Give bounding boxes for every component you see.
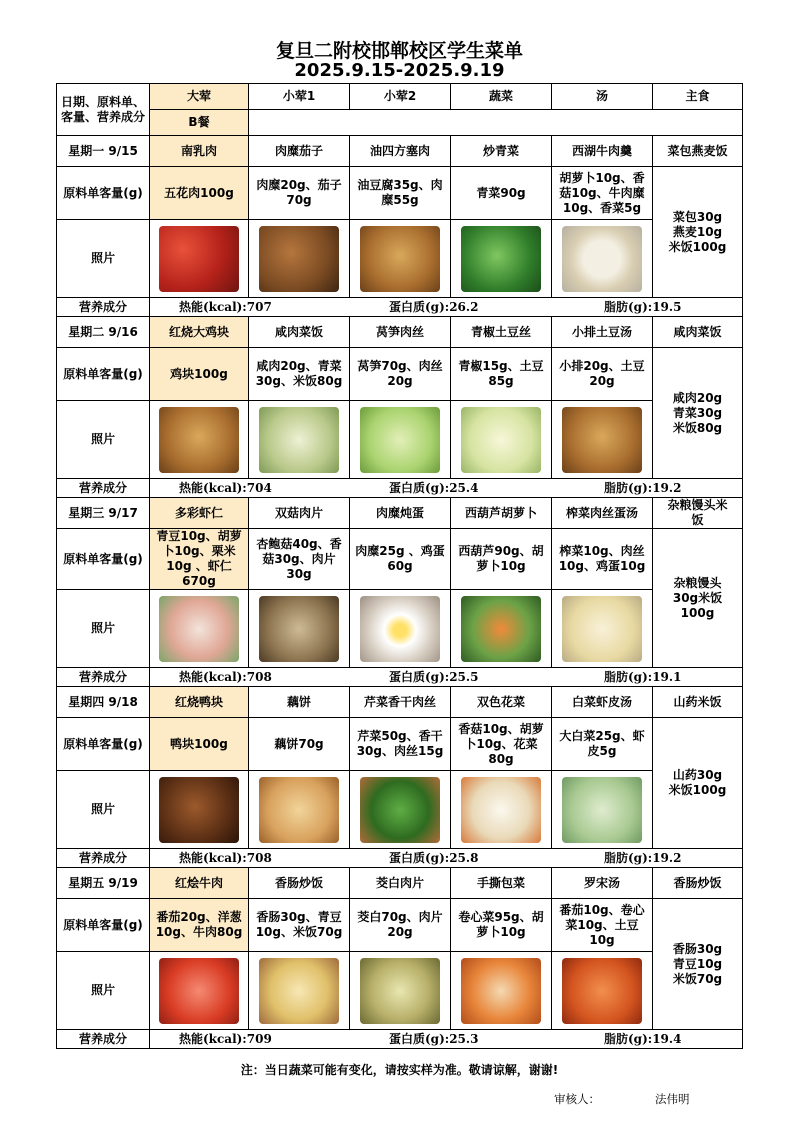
ingredients-vegetable: 卷心菜95g、胡萝卜10g bbox=[451, 899, 552, 952]
ingredients-soup: 胡萝卜10g、香菇10g、牛肉糜10g、香菜5g bbox=[552, 167, 653, 220]
set-label: B餐 bbox=[150, 110, 249, 136]
photo-row-label: 照片 bbox=[57, 952, 150, 1030]
ingredients-side-meat-2: 肉糜25g 、鸡蛋60g bbox=[350, 529, 451, 590]
ingredients-soup: 大白菜25g、虾皮5g bbox=[552, 718, 653, 771]
photo-cell-side-meat-1 bbox=[249, 771, 350, 849]
duck-photo bbox=[159, 777, 239, 843]
nutrition-energy bbox=[179, 300, 272, 315]
nutrition-fat bbox=[604, 670, 681, 685]
photo-cell-side-meat-2 bbox=[350, 952, 451, 1030]
photo-cell-main-meat bbox=[150, 952, 249, 1030]
photo-cell-soup bbox=[552, 401, 653, 479]
nutrition-energy-value: 708 bbox=[246, 851, 272, 865]
ingredients-soup: 小排20g、土豆20g bbox=[552, 348, 653, 401]
ingredients-side-meat-1: 肉糜20g、茄子70g bbox=[249, 167, 350, 220]
col-header-side-meat-2: 小荤2 bbox=[350, 84, 451, 110]
corner-header: 日期、原料单、客量、营养成分 bbox=[57, 84, 150, 136]
day-label: 星期五 9/19 bbox=[57, 868, 150, 899]
nutrition-protein-value: 25.4 bbox=[449, 481, 479, 495]
nutrition-row-label: 营养成分 bbox=[57, 479, 150, 498]
ingredients-vegetable: 香菇10g、胡萝卜10g、花菜80g bbox=[451, 718, 552, 771]
dish-name-main-meat: 多彩虾仁 bbox=[150, 498, 249, 529]
day-ingredient-row bbox=[57, 167, 743, 220]
ingredients-side-meat-2: 油豆腐35g、肉糜55g bbox=[350, 167, 451, 220]
ingredients-vegetable: 西葫芦90g、胡萝卜10g bbox=[451, 529, 552, 590]
col-header-main-meat: 大荤 bbox=[150, 84, 249, 110]
nutrition-fat-label: 脂肪(g): bbox=[604, 851, 653, 865]
nutrition-values bbox=[150, 849, 743, 868]
dish-name-side-meat-1: 双菇肉片 bbox=[249, 498, 350, 529]
photo-cell-soup bbox=[552, 771, 653, 849]
day-ingredient-row bbox=[57, 348, 743, 401]
nutrition-protein-label: 蛋白质(g): bbox=[389, 1032, 450, 1046]
dish-name-main-meat: 红烧大鸡块 bbox=[150, 317, 249, 348]
ingredients-row-label: 原料单客量(g) bbox=[57, 718, 150, 771]
dish-name-main-meat: 南乳肉 bbox=[150, 136, 249, 167]
dish-name-side-meat-2: 肉糜炖蛋 bbox=[350, 498, 451, 529]
set-label-filler bbox=[249, 110, 743, 136]
nutrition-wrap bbox=[152, 1030, 740, 1048]
photo-cell-side-meat-2 bbox=[350, 771, 451, 849]
greens-photo bbox=[461, 226, 541, 292]
col-header-vegetable: 蔬菜 bbox=[451, 84, 552, 110]
dish-name-side-meat-1: 藕饼 bbox=[249, 687, 350, 718]
ingredients-main-meat: 五花肉100g bbox=[150, 167, 249, 220]
nutrition-values bbox=[150, 1030, 743, 1049]
dish-name-side-meat-1: 肉糜茄子 bbox=[249, 136, 350, 167]
nutrition-energy-label: 热能(kcal): bbox=[179, 851, 247, 865]
photo-cell-vegetable bbox=[451, 590, 552, 668]
photo-row-label: 照片 bbox=[57, 220, 150, 298]
photo-cell-side-meat-2 bbox=[350, 401, 451, 479]
col-header-soup: 汤 bbox=[552, 84, 653, 110]
photo-cell-vegetable bbox=[451, 952, 552, 1030]
dish-name-vegetable: 手撕包菜 bbox=[451, 868, 552, 899]
day-ingredient-row bbox=[57, 899, 743, 952]
nutrition-protein-label: 蛋白质(g): bbox=[389, 481, 450, 495]
photo-cell-side-meat-2 bbox=[350, 220, 451, 298]
nutrition-energy-label: 热能(kcal): bbox=[179, 670, 247, 684]
dish-name-vegetable: 双色花菜 bbox=[451, 687, 552, 718]
nutrition-fat-value: 19.5 bbox=[652, 300, 682, 314]
photo-cell-main-meat bbox=[150, 771, 249, 849]
photo-cell-vegetable bbox=[451, 771, 552, 849]
day-dish-row bbox=[57, 868, 743, 899]
day-ingredient-row bbox=[57, 529, 743, 590]
nutrition-energy-label: 热能(kcal): bbox=[179, 1032, 247, 1046]
nutrition-energy bbox=[179, 851, 272, 866]
nutrition-fat-label: 脂肪(g): bbox=[604, 1032, 653, 1046]
col-header-side-meat-1: 小荤1 bbox=[249, 84, 350, 110]
photo-cell-soup bbox=[552, 590, 653, 668]
day-dish-row bbox=[57, 687, 743, 718]
nutrition-protein bbox=[389, 481, 478, 496]
dish-name-vegetable: 青椒土豆丝 bbox=[451, 317, 552, 348]
nutrition-protein bbox=[389, 670, 478, 685]
nutrition-row-label: 营养成分 bbox=[57, 1030, 150, 1049]
ingredients-side-meat-1: 香肠30g、青豆10g、米饭70g bbox=[249, 899, 350, 952]
nutrition-protein-value: 25.3 bbox=[449, 1032, 479, 1046]
zucchini-carrot-photo bbox=[461, 596, 541, 662]
ingredients-main-meat: 鸭块100g bbox=[150, 718, 249, 771]
ingredients-row-label: 原料单客量(g) bbox=[57, 348, 150, 401]
nutrition-row-label: 营养成分 bbox=[57, 668, 150, 687]
ingredients-side-meat-1: 杏鲍菇40g、香菇30g、肉片30g bbox=[249, 529, 350, 590]
nutrition-wrap bbox=[152, 479, 740, 497]
beef-soup-photo bbox=[562, 226, 642, 292]
staple-ingredients: 山药30g米饭100g bbox=[653, 718, 743, 849]
nutrition-fat-value: 19.2 bbox=[652, 481, 682, 495]
photo-cell-main-meat bbox=[150, 220, 249, 298]
photo-cell-main-meat bbox=[150, 590, 249, 668]
dish-name-soup: 西湖牛肉羹 bbox=[552, 136, 653, 167]
photo-cell-side-meat-1 bbox=[249, 952, 350, 1030]
photo-cell-main-meat bbox=[150, 401, 249, 479]
photo-cell-vegetable bbox=[451, 401, 552, 479]
ingredients-vegetable: 青菜90g bbox=[451, 167, 552, 220]
nutrition-protein-label: 蛋白质(g): bbox=[389, 851, 450, 865]
nutrition-fat-value: 19.4 bbox=[652, 1032, 682, 1046]
day-photo-row bbox=[57, 771, 743, 849]
borscht-photo bbox=[562, 958, 642, 1024]
nutrition-energy bbox=[179, 1032, 272, 1047]
celery-tofu-photo bbox=[360, 777, 440, 843]
nutrition-protein-value: 26.2 bbox=[449, 300, 479, 314]
stuffed-tofu-photo bbox=[360, 226, 440, 292]
menu-title: 复旦二附校邯郸校区学生菜单 bbox=[275, 40, 523, 62]
nutrition-fat bbox=[604, 481, 681, 496]
photo-cell-soup bbox=[552, 952, 653, 1030]
day-label: 星期二 9/16 bbox=[57, 317, 150, 348]
potato-shreds-photo bbox=[461, 407, 541, 473]
dish-name-side-meat-2: 莴笋肉丝 bbox=[350, 317, 451, 348]
day-label: 星期四 9/18 bbox=[57, 687, 150, 718]
dish-name-main-meat: 红烧鸭块 bbox=[150, 687, 249, 718]
ingredients-side-meat-2: 茭白70g、肉片20g bbox=[350, 899, 451, 952]
nutrition-protein-value: 25.8 bbox=[449, 851, 479, 865]
day-label: 星期一 9/15 bbox=[57, 136, 150, 167]
fried-rice-photo bbox=[259, 958, 339, 1024]
date-range: 2025.9.15-2025.9.19 bbox=[294, 60, 505, 81]
dish-name-side-meat-1: 香肠炒饭 bbox=[249, 868, 350, 899]
ingredients-side-meat-2: 芹菜50g、香干30g、肉丝15g bbox=[350, 718, 451, 771]
photo-cell-vegetable bbox=[451, 220, 552, 298]
lettuce-pork-photo bbox=[360, 407, 440, 473]
photo-cell-side-meat-2 bbox=[350, 590, 451, 668]
nutrition-protein-label: 蛋白质(g): bbox=[389, 670, 450, 684]
lotus-cake-photo bbox=[259, 777, 339, 843]
ingredients-side-meat-2: 莴笋70g、肉丝20g bbox=[350, 348, 451, 401]
day-nutrition-row bbox=[57, 298, 743, 317]
nutrition-protein bbox=[389, 851, 478, 866]
photo-cell-side-meat-1 bbox=[249, 590, 350, 668]
day-photo-row bbox=[57, 220, 743, 298]
day-dish-row bbox=[57, 136, 743, 167]
nutrition-energy-value: 707 bbox=[246, 300, 272, 314]
nutrition-row-label: 营养成分 bbox=[57, 849, 150, 868]
dish-name-staple: 杂粮馒头米饭 bbox=[653, 498, 743, 529]
ingredients-main-meat: 番茄20g、洋葱10g、牛肉80g bbox=[150, 899, 249, 952]
ingredients-main-meat: 青豆10g、胡萝卜10g、栗米10g 、虾仁670g bbox=[150, 529, 249, 590]
day-nutrition-row bbox=[57, 1030, 743, 1049]
nutrition-energy-value: 709 bbox=[246, 1032, 272, 1046]
dish-name-soup: 榨菜肉丝蛋汤 bbox=[552, 498, 653, 529]
vegetable-rice-photo bbox=[259, 407, 339, 473]
nutrition-energy bbox=[179, 481, 272, 496]
nutrition-protein-value: 25.5 bbox=[449, 670, 479, 684]
ingredients-side-meat-1: 咸肉20g、青菜30g、米饭80g bbox=[249, 348, 350, 401]
day-label: 星期三 9/17 bbox=[57, 498, 150, 529]
ingredients-vegetable: 青椒15g、土豆85g bbox=[451, 348, 552, 401]
cabbage-photo bbox=[461, 958, 541, 1024]
reviewer-label: 审核人： bbox=[554, 1092, 600, 1106]
nutrition-protein-label: 蛋白质(g): bbox=[389, 300, 450, 314]
day-dish-row bbox=[57, 317, 743, 348]
staple-ingredients: 香肠30g青豆10g米饭70g bbox=[653, 899, 743, 1030]
nutrition-values bbox=[150, 298, 743, 317]
dish-name-side-meat-2: 茭白肉片 bbox=[350, 868, 451, 899]
nutrition-fat-value: 19.2 bbox=[652, 851, 682, 865]
nutrition-fat-label: 脂肪(g): bbox=[604, 481, 653, 495]
nutrition-energy bbox=[179, 670, 272, 685]
nutrition-wrap bbox=[152, 849, 740, 867]
ingredients-row-label: 原料单客量(g) bbox=[57, 899, 150, 952]
photo-row-label: 照片 bbox=[57, 771, 150, 849]
photo-row-label: 照片 bbox=[57, 590, 150, 668]
chicken-photo bbox=[159, 407, 239, 473]
nutrition-fat bbox=[604, 851, 681, 866]
staple-ingredients: 咸肉20g青菜30g米饭80g bbox=[653, 348, 743, 479]
dish-name-soup: 白菜虾皮汤 bbox=[552, 687, 653, 718]
day-dish-row bbox=[57, 498, 743, 529]
dish-name-staple: 菜包燕麦饭 bbox=[653, 136, 743, 167]
nutrition-fat-label: 脂肪(g): bbox=[604, 670, 653, 684]
nutrition-energy-value: 708 bbox=[246, 670, 272, 684]
nutrition-protein bbox=[389, 1032, 478, 1047]
day-ingredient-row bbox=[57, 718, 743, 771]
col-header-staple: 主食 bbox=[653, 84, 743, 110]
nutrition-energy-value: 704 bbox=[246, 481, 272, 495]
nutrition-values bbox=[150, 479, 743, 498]
ingredients-soup: 番茄10g、卷心菜10g、土豆10g bbox=[552, 899, 653, 952]
day-photo-row bbox=[57, 952, 743, 1030]
rib-potato-soup-photo bbox=[562, 407, 642, 473]
photo-row-label: 照片 bbox=[57, 401, 150, 479]
braised-pork-photo bbox=[159, 226, 239, 292]
ingredients-main-meat: 鸡块100g bbox=[150, 348, 249, 401]
eggplant-photo bbox=[259, 226, 339, 292]
egg-soup-photo bbox=[562, 596, 642, 662]
nutrition-wrap bbox=[152, 298, 740, 316]
mushroom-pork-photo bbox=[259, 596, 339, 662]
dish-name-side-meat-2: 油四方塞肉 bbox=[350, 136, 451, 167]
dish-name-main-meat: 红烩牛肉 bbox=[150, 868, 249, 899]
nutrition-values bbox=[150, 668, 743, 687]
dish-name-staple: 咸肉菜饭 bbox=[653, 317, 743, 348]
ingredients-row-label: 原料单客量(g) bbox=[57, 529, 150, 590]
day-nutrition-row bbox=[57, 668, 743, 687]
cauliflower-photo bbox=[461, 777, 541, 843]
cabbage-soup-photo bbox=[562, 777, 642, 843]
dish-name-side-meat-2: 芹菜香干肉丝 bbox=[350, 687, 451, 718]
nutrition-fat-label: 脂肪(g): bbox=[604, 300, 653, 314]
ingredients-row-label: 原料单客量(g) bbox=[57, 167, 150, 220]
ingredients-soup: 榨菜10g、肉丝10g、鸡蛋10g bbox=[552, 529, 653, 590]
nutrition-fat-value: 19.1 bbox=[652, 670, 682, 684]
photo-cell-side-meat-1 bbox=[249, 401, 350, 479]
nutrition-energy-label: 热能(kcal): bbox=[179, 481, 247, 495]
nutrition-row-label: 营养成分 bbox=[57, 298, 150, 317]
staple-ingredients: 杂粮馒头30g米饭100g bbox=[653, 529, 743, 668]
day-photo-row bbox=[57, 590, 743, 668]
nutrition-energy-label: 热能(kcal): bbox=[179, 300, 247, 314]
steamed-egg-photo bbox=[360, 596, 440, 662]
day-nutrition-row bbox=[57, 849, 743, 868]
footer-note: 注：当日蔬菜可能有变化，请按实样为准。敬请谅解，谢谢! bbox=[240, 1063, 559, 1077]
dish-name-staple: 山药米饭 bbox=[653, 687, 743, 718]
photo-cell-side-meat-1 bbox=[249, 220, 350, 298]
water-bamboo-photo bbox=[360, 958, 440, 1024]
dish-name-soup: 小排土豆汤 bbox=[552, 317, 653, 348]
menu-table bbox=[56, 83, 743, 1049]
day-nutrition-row bbox=[57, 479, 743, 498]
dish-name-vegetable: 炒青菜 bbox=[451, 136, 552, 167]
reviewer-name: 法伟明 bbox=[655, 1092, 690, 1106]
day-photo-row bbox=[57, 401, 743, 479]
photo-cell-soup bbox=[552, 220, 653, 298]
staple-ingredients: 菜包30g燕麦10g米饭100g bbox=[653, 167, 743, 298]
dish-name-staple: 香肠炒饭 bbox=[653, 868, 743, 899]
nutrition-protein bbox=[389, 300, 478, 315]
nutrition-fat bbox=[604, 1032, 681, 1047]
nutrition-wrap bbox=[152, 668, 740, 686]
shrimp-photo bbox=[159, 596, 239, 662]
nutrition-fat bbox=[604, 300, 681, 315]
beef-stew-photo bbox=[159, 958, 239, 1024]
ingredients-side-meat-1: 藕饼70g bbox=[249, 718, 350, 771]
dish-name-side-meat-1: 咸肉菜饭 bbox=[249, 317, 350, 348]
dish-name-soup: 罗宋汤 bbox=[552, 868, 653, 899]
dish-name-vegetable: 西葫芦胡萝卜 bbox=[451, 498, 552, 529]
